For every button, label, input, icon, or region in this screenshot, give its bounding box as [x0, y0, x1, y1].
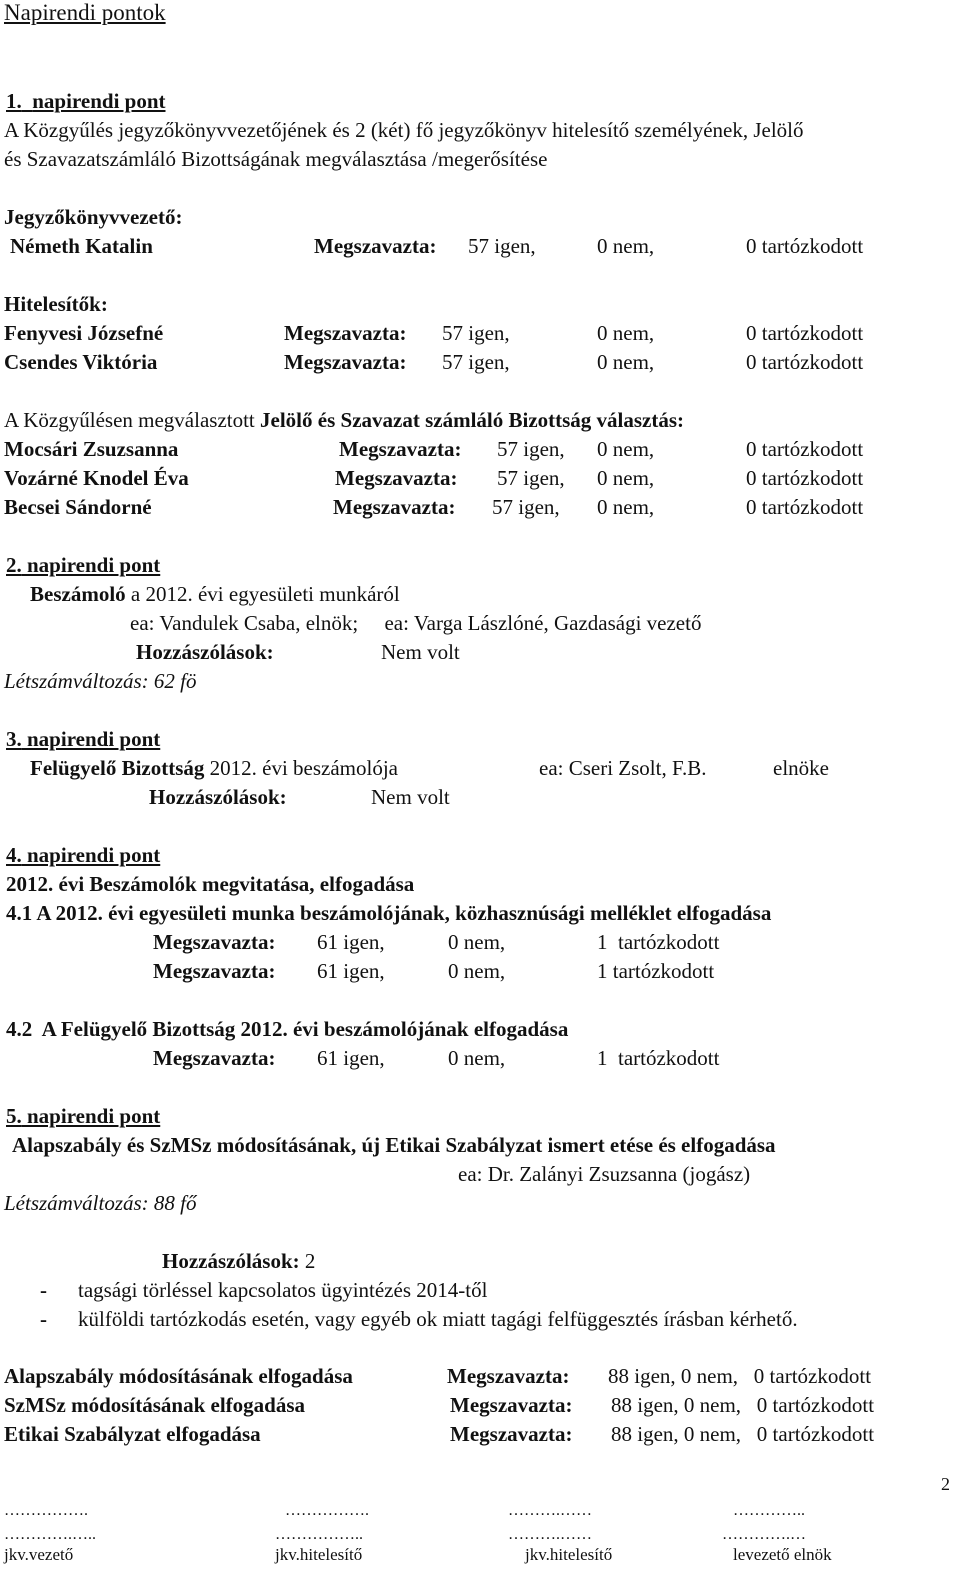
item4-1-heading: 4.1 A 2012. évi egyesületi munka beszámolójának, közhasznúsági melléklet elfogadása	[6, 901, 772, 925]
item3-number: 3.	[6, 727, 22, 751]
item3-title	[30, 754, 398, 783]
item5-comments-label: Hozzászólások:	[162, 1249, 300, 1273]
committee-member-name: Becsei Sándorné	[4, 495, 152, 519]
item2-heading	[6, 551, 160, 580]
item2-headcount: Létszámváltozás: 62 fö	[4, 669, 197, 693]
signature-dots: ………….…	[722, 1526, 806, 1543]
recorder-voted-label: Megszavazta:	[314, 234, 437, 258]
certifier-no: 0 nem,	[597, 321, 655, 345]
signature-dots: …………..	[733, 1502, 805, 1519]
recorder-name: Németh Katalin	[10, 234, 153, 258]
committee-member-voted-label: Megszavazta:	[333, 495, 456, 519]
certifier-voted-label: Megszavazta:	[284, 350, 407, 374]
item5-heading	[6, 1102, 160, 1131]
committee-member-no: 0 nem,	[597, 495, 655, 519]
adoption-result: 88 igen, 0 nem, 0 tartózkodott	[608, 1364, 872, 1388]
item5-label: napirendi pont	[27, 1104, 161, 1128]
signature-dots: ………….…..	[4, 1526, 96, 1543]
item5-title: Alapszabály és SzMSz módosításának, új Etikai Szabályzat ismert etése és elfogadása	[12, 1133, 776, 1157]
item4-1-no: 0 nem,	[448, 930, 506, 954]
item4-1-voted-label: Megszavazta:	[153, 959, 276, 983]
committee-member-yes: 57 igen,	[497, 437, 565, 461]
item4-1-yes: 61 igen,	[317, 930, 385, 954]
item1-desc-line2: és Szavazatszámláló Bizottságának megválasztása /megerősítése	[4, 147, 548, 171]
committee-heading: Jelölő és Szavazat számláló Bizottság választás:	[260, 408, 685, 432]
signature-dots: …………….	[4, 1502, 88, 1519]
certifier-name: Csendes Viktória	[4, 350, 158, 374]
bullet-text: külföldi tartózkodás esetén, vagy egyéb ok miatt tagági felfüggesztés írásban kérhető.	[78, 1307, 798, 1331]
item4-2-heading: 4.2 A Felügyelő Bizottság 2012. évi beszámolójának elfogadása	[6, 1017, 569, 1041]
bullet-text: tagsági törléssel kapcsolatos ügyintézés 2014-től	[78, 1278, 488, 1302]
adoption-name: SzMSz módosításának elfogadása	[4, 1393, 306, 1417]
certifier-yes: 57 igen,	[442, 350, 510, 374]
committee-member-abstain: 0 tartózkodott	[746, 466, 864, 490]
committee-member-abstain: 0 tartózkodott	[746, 495, 864, 519]
committee-member-voted-label: Megszavazta:	[335, 466, 458, 490]
recorder-abstain: 0 tartózkodott	[746, 234, 864, 258]
item2-title-rest: a 2012. évi egyesületi munkáról	[130, 582, 400, 606]
item3-presenter-role: elnöke	[773, 756, 829, 780]
item4-label: napirendi pont	[27, 843, 161, 867]
item5-presenter: ea: Dr. Zalányi Zsuzsanna (jogász)	[458, 1162, 751, 1186]
item4-1-yes: 61 igen,	[317, 959, 385, 983]
item2-title-bold: Beszámoló	[30, 582, 126, 606]
bullet-dash: -	[40, 1307, 47, 1331]
committee-member-name: Vozárné Knodel Éva	[4, 466, 189, 490]
signature-label-recorder: jkv.vezető	[4, 1545, 74, 1564]
item4-number: 4.	[6, 843, 22, 867]
signature-dots: …………….	[285, 1502, 369, 1519]
committee-member-voted-label: Megszavazta:	[339, 437, 462, 461]
committee-member-no: 0 nem,	[597, 466, 655, 490]
item5-comments	[162, 1247, 315, 1276]
item4-1-abstain: 1 tartózkodott	[597, 959, 715, 983]
recorder-heading: Jegyzőkönyvvezető:	[4, 205, 183, 229]
adoption-result: 88 igen, 0 nem, 0 tartózkodott	[611, 1393, 875, 1417]
item2-number: 2.	[6, 553, 22, 577]
committee-member-name: Mocsári Zsuzsanna	[4, 437, 179, 461]
item4-2-no: 0 nem,	[448, 1046, 506, 1070]
certifiers-heading: Hitelesítők:	[4, 292, 108, 316]
item2-presenters: ea: Vandulek Csaba, elnök; ea: Varga Lászlóné, Gazdasági vezető	[130, 611, 702, 635]
item3-heading	[6, 725, 160, 754]
certifier-no: 0 nem,	[597, 350, 655, 374]
adoption-voted-label: Megszavazta:	[450, 1393, 573, 1417]
adoption-voted-label: Megszavazta:	[450, 1422, 573, 1446]
adoption-result: 88 igen, 0 nem, 0 tartózkodott	[611, 1422, 875, 1446]
signature-dots: ……….……	[508, 1502, 592, 1519]
item1-number: 1.	[6, 89, 22, 113]
item3-presenter: ea: Cseri Zsolt, F.B.	[539, 756, 707, 780]
adoption-voted-label: Megszavazta:	[447, 1364, 570, 1388]
item3-title-bold: Felügyelő Bizottság	[30, 756, 205, 780]
item4-1-no: 0 nem,	[448, 959, 506, 983]
item2-comments-value: Nem volt	[381, 640, 460, 664]
item1-label: napirendi pont	[32, 89, 166, 113]
item5-number: 5.	[6, 1104, 22, 1128]
page-number: 2	[941, 1474, 950, 1494]
item2-label: napirendi pont	[27, 553, 161, 577]
item1-desc-line1: A Közgyűlés jegyzőkönyvvezetőjének és 2 (két) fő jegyzőkönyv hitelesítő személyének, Jelölő	[4, 118, 804, 142]
certifier-abstain: 0 tartózkodott	[746, 350, 864, 374]
committee-intro: A Közgyűlésen megválasztott	[4, 408, 255, 432]
committee-member-abstain: 0 tartózkodott	[746, 437, 864, 461]
item4-2-voted-label: Megszavazta:	[153, 1046, 276, 1070]
committee-member-yes: 57 igen,	[492, 495, 560, 519]
recorder-no: 0 nem,	[597, 234, 655, 258]
document-title: Napirendi pontok	[4, 0, 166, 25]
signature-label-certifier: jkv.hitelesítő	[275, 1545, 363, 1564]
certifier-voted-label: Megszavazta:	[284, 321, 407, 345]
item4-2-yes: 61 igen,	[317, 1046, 385, 1070]
committee-intro-line	[4, 406, 684, 435]
item2-title	[30, 580, 400, 609]
certifier-yes: 57 igen,	[442, 321, 510, 345]
item4-heading	[6, 841, 160, 870]
item4-2-abstain: 1 tartózkodott	[597, 1046, 720, 1070]
item4-1-voted-label: Megszavazta:	[153, 930, 276, 954]
bullet-dash: -	[40, 1278, 47, 1302]
item1-heading	[6, 87, 166, 116]
item3-comments-value: Nem volt	[371, 785, 450, 809]
signature-dots: ……….……	[508, 1526, 592, 1543]
signature-dots: ……………..	[275, 1526, 363, 1543]
item3-title-rest: 2012. évi beszámolója	[209, 756, 399, 780]
item4-1-abstain: 1 tartózkodott	[597, 930, 720, 954]
committee-member-yes: 57 igen,	[497, 466, 565, 490]
adoption-name: Alapszabály módosításának elfogadása	[4, 1364, 353, 1388]
signature-label-chair: levezető elnök	[733, 1545, 832, 1564]
certifier-abstain: 0 tartózkodott	[746, 321, 864, 345]
item2-comments-label: Hozzászólások:	[136, 640, 274, 664]
item3-label: napirendi pont	[27, 727, 161, 751]
item5-headcount: Létszámváltozás: 88 fő	[4, 1191, 197, 1215]
adoption-name: Etikai Szabályzat elfogadása	[4, 1422, 261, 1446]
signature-label-certifier: jkv.hitelesítő	[525, 1545, 613, 1564]
item3-comments-label: Hozzászólások:	[149, 785, 287, 809]
item4-title: 2012. évi Beszámolók megvitatása, elfogadása	[6, 872, 415, 896]
recorder-yes: 57 igen,	[468, 234, 536, 258]
item5-comments-value: 2	[304, 1249, 316, 1273]
certifier-name: Fenyvesi Józsefné	[4, 321, 164, 345]
committee-member-no: 0 nem,	[597, 437, 655, 461]
